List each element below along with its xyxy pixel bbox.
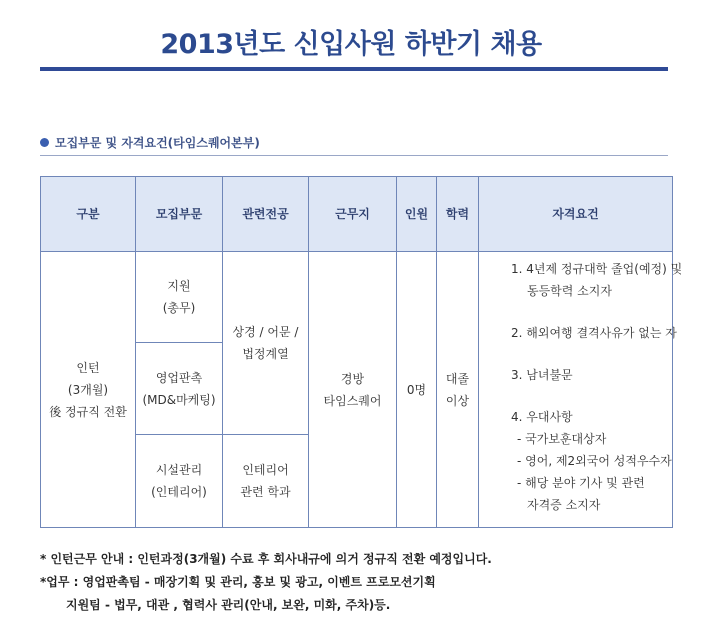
major-line: 상경 / 어문 / [232, 325, 299, 339]
section-divider [40, 155, 668, 156]
header-division: 모집부문 [136, 177, 223, 252]
location-cell [309, 252, 397, 528]
education-line: 이상 [445, 393, 470, 408]
division-line: (총무) [162, 301, 196, 315]
table-row [41, 252, 673, 343]
qual-line: 1. 4년제 정규대학 졸업(예정) 및 [511, 262, 683, 276]
qual-line: - 영어, 제2외국어 성적우수자 [517, 454, 672, 468]
category-line: (3개월) [67, 382, 109, 397]
headcount-cell: 0명 [397, 252, 437, 528]
footnotes [40, 548, 492, 617]
duties-note-support: 지원팀 - 법무, 대관 , 협력사 관리(안내, 보완, 미화, 주차)등. [66, 598, 391, 612]
title-divider [40, 67, 668, 71]
header-qualifications: 자격요건 [479, 177, 673, 252]
category-line: 인턴 [76, 360, 100, 375]
qual-line: 동등학력 소지자 [527, 284, 612, 298]
major-line: 법정계열 [242, 347, 289, 361]
section-title: 모집부문 및 자격요건(타임스퀘어본부) [55, 136, 260, 150]
division-line: 영업판촉 [155, 370, 203, 385]
qual-line: - 국가보훈대상자 [517, 432, 607, 446]
division-line: (MD&마케팅) [142, 392, 216, 407]
qual-line: 3. 남녀불문 [511, 368, 573, 382]
division-line: 지원 [167, 279, 191, 293]
qual-line: 4. 우대사항 [511, 410, 573, 424]
major-cell [223, 252, 309, 435]
location-line: 타임스퀘어 [323, 393, 382, 408]
section-heading [40, 134, 260, 151]
division-cell [136, 343, 223, 435]
major-cell [223, 435, 309, 528]
education-line: 대졸 [445, 371, 470, 386]
header-location: 근무지 [309, 177, 397, 252]
category-line: 後 정규직 전환 [49, 404, 127, 419]
table-header-row [41, 177, 673, 252]
qual-line: 자격증 소지자 [527, 498, 601, 512]
internship-note: * 인턴근무 안내 : 인턴과정(3개월) 수료 후 회사내규에 의거 정규직 전환 예정입니다. [40, 552, 492, 566]
division-line: (인테리어) [151, 485, 207, 499]
division-cell [136, 252, 223, 343]
qual-line: 2. 해외여행 결격사유가 없는 자 [511, 326, 677, 340]
category-cell [41, 252, 136, 528]
education-cell [437, 252, 479, 528]
qualifications-cell [479, 252, 683, 528]
location-line: 경방 [340, 371, 365, 386]
page-title: 2013년도 신입사원 하반기 채용 [160, 29, 542, 60]
division-line: 시설관리 [155, 463, 203, 477]
major-line: 관련 학과 [240, 485, 291, 499]
major-line: 인테리어 [242, 463, 289, 477]
requirements-table [40, 176, 683, 528]
header-education: 학력 [437, 177, 479, 252]
header-headcount: 인원 [397, 177, 437, 252]
qual-line: - 해당 분야 기사 및 관련 [517, 476, 645, 490]
header-major: 관련전공 [223, 177, 309, 252]
bullet-icon [40, 138, 49, 147]
division-cell [136, 435, 223, 528]
duties-note: *업무 : 영업판촉팀 - 매장기획 및 관리, 홍보 및 광고, 이벤트 프로모션기획 [40, 575, 436, 589]
header-category: 구분 [41, 177, 136, 252]
